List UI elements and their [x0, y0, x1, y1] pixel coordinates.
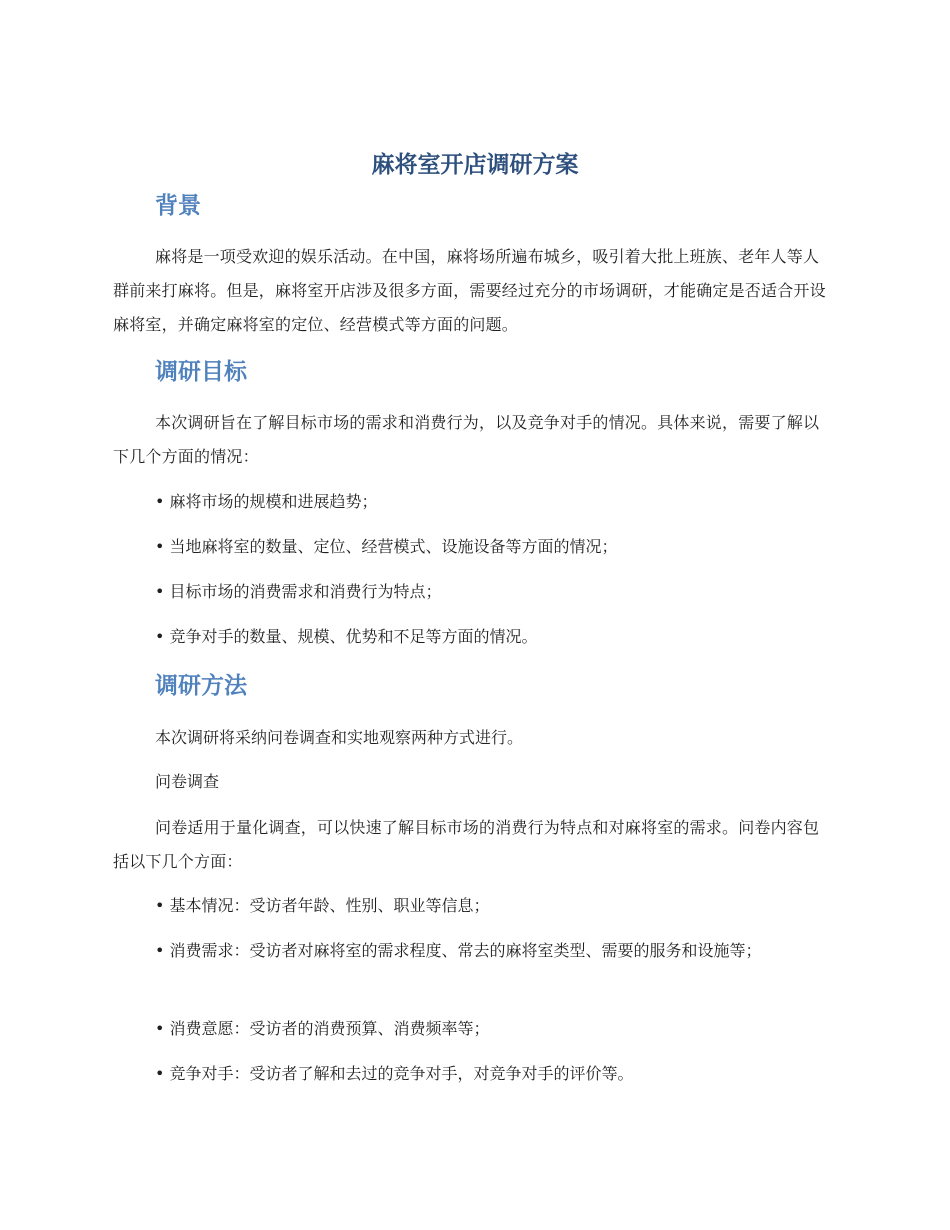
goal-list-item: • 麻将市场的规模和进展趋势； [155, 492, 378, 511]
goal-list-item: • 当地麻将室的数量、定位、经营模式、设施设备等方面的情况； [155, 537, 618, 556]
method-list-item: • 基本情况：受访者年龄、性别、职业等信息； [155, 896, 490, 915]
section-heading-method: 调研方法 [155, 673, 247, 699]
section-heading-goal: 调研目标 [155, 359, 247, 385]
goal-paragraph: 本次调研旨在了解目标市场的需求和消费行为，以及竞争对手的情况。具体来说，需要了解以下几个方面的情况： [113, 413, 820, 466]
method-paragraph: 问卷适用于量化调查，可以快速了解目标市场的消费行为特点和对麻将室的需求。问卷内容包括以下几个方面： [113, 818, 820, 871]
method-intro: 本次调研将采纳问卷调查和实地观察两种方式进行。 [155, 728, 524, 747]
background-paragraph: 麻将是一项受欢迎的娱乐活动。在中国，麻将场所遍布城乡，吸引着大批上班族、老年人等人群前来打麻将。但是，麻将室开店涉及很多方面，需要经过充分的市场调研，才能确定是否适合开设麻将室，并确定麻将室的定位、经营模式等方面的问题。 [113, 247, 826, 334]
goal-list-item: • 目标市场的消费需求和消费行为特点； [155, 582, 442, 601]
method-list-item: • 竞争对手：受访者了解和去过的竞争对手，对竞争对手的评价等。 [155, 1064, 634, 1083]
method-list-item: • 消费需求：受访者对麻将室的需求程度、常去的麻将室类型、需要的服务和设施等； [155, 941, 762, 960]
goal-list-item: • 竞争对手的数量、规模、优势和不足等方面的情况。 [155, 627, 538, 646]
document-title: 麻将室开店调研方案 [371, 152, 579, 178]
method-subheading: 问卷调查 [155, 772, 220, 791]
section-heading-background: 背景 [155, 193, 201, 219]
method-list-item: • 消费意愿：受访者的消费预算、消费频率等； [155, 1019, 490, 1038]
